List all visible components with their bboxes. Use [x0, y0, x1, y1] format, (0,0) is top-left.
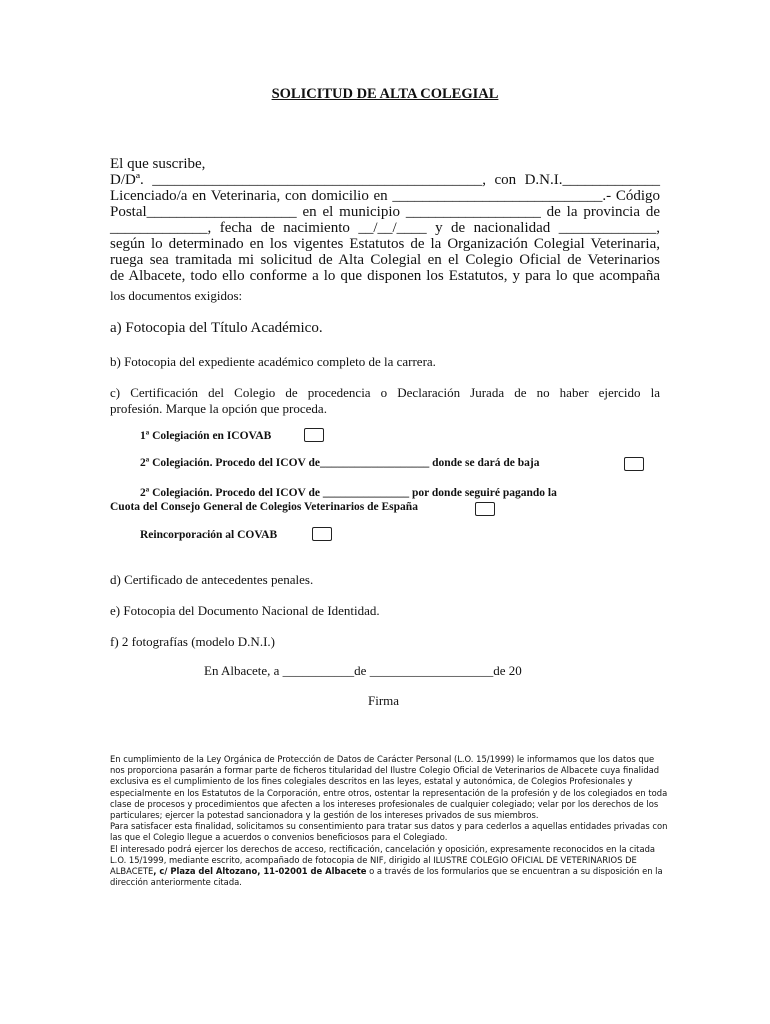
signature-label: Firma — [368, 693, 400, 708]
legal-paragraph — [110, 844, 670, 889]
doc-item-b: b) Fotocopia del expediente académico completo de la carrera. — [110, 354, 436, 369]
address-field-line: Licenciado/a en Veterinaria, con domicilio en ____________________________.- Código — [110, 188, 660, 204]
data-protection-notice — [110, 754, 670, 888]
intro-line: según lo determinado en los vigentes Estatutos de la Organización Colegial Veterinaria, — [110, 236, 660, 252]
intro-line: de Albacete, todo ello conforme a lo que disponen los Estatutos, y para lo que acompaña — [110, 268, 660, 284]
postal-field-line: Postal____________________ en el municipio __________________ de la provincia de — [110, 204, 660, 220]
option-second-colegiacion-cuota-continued: Cuota del Consejo General de Colegios Veterinarios de España — [110, 501, 418, 513]
legal-text: o a través de los formularios que se encuentran a su disposición en la dirección anteriormente citada. — [110, 866, 663, 888]
page-title: SOLICITUD DE ALTA COLEGIAL — [271, 86, 499, 102]
doc-item-c-continued: profesión. Marque la opción que proceda. — [110, 401, 327, 416]
option-reincorporacion: Reincorporación al COVAB — [140, 529, 278, 541]
doc-item-e: e) Fotocopia del Documento Nacional de Identidad. — [110, 603, 380, 618]
doc-item-c: c) Certificación del Colegio de procedencia o Declaración Jurada de no haber ejercido la — [110, 385, 660, 400]
option-reincorporacion-checkbox[interactable] — [312, 527, 332, 541]
doc-item-a: a) Fotocopia del Título Académico. — [110, 320, 323, 336]
intro-line: El que suscribe, — [110, 156, 206, 172]
doc-item-d: d) Certificado de antecedentes penales. — [110, 572, 314, 587]
option-second-colegiacion-baja-checkbox[interactable] — [624, 457, 644, 471]
option-first-colegiacion: 1ª Colegiación en ICOVAB — [140, 430, 272, 442]
option-first-colegiacion-checkbox[interactable] — [304, 428, 324, 442]
legal-address: , c/ Plaza del Altozano, 11-02001 de Albacete — [153, 866, 367, 877]
intro-line: ruega sea tramitada mi solicitud de Alta Colegial en el Colegio Oficial de Veterinarios — [110, 252, 660, 268]
birth-nationality-line: _____________, fecha de nacimiento __/__/____ y de nacionalidad _____________, — [110, 220, 660, 236]
legal-paragraph: En cumplimiento de la Ley Orgánica de Protección de Datos de Carácter Personal (L.O. 15/1999) le informamos que los datos que nos proporciona pasarán a formar parte de ficheros titularidad del Ilustre Colegio Oficial de Veterinarios de Albacete cuya finalidad exclusiva es el cumplimiento de los fines colegiales descritos en las leyes, estatal y autonómica, de Colegios Profesionales y especialmente en los Estatutos de la Corporación, entre otros, ostentar la representación de la profesión y de los colegiados en toda clase de procesos y procedimientos que afecten a los intereses profesionales de cualquier colegiado; velar por los derechos de los particulares; ejercer la potestad sancionadora y la gestión de los intereses privados de sus miembros. — [110, 754, 668, 821]
legal-text: El interesado podrá ejercer los derechos de acceso, rectificación, cancelación y oposición, expresamente reconocidos en la citada L.O. 15/1999, mediante escrito, acompañado de fotocopia de NIF, dirigido al ILUSTRE COLEGIO OFICIAL DE VETERINARIOS DE ALBACETE — [110, 843, 656, 877]
option-second-colegiacion-baja: 2ª Colegiación. Procedo del ICOV de___________________ donde se dará de baja — [140, 457, 540, 469]
doc-item-f: f) 2 fotografías (modelo D.N.I.) — [110, 634, 275, 649]
option-second-colegiacion-cuota: 2ª Colegiación. Procedo del ICOV de _______________ por donde seguiré pagando la — [140, 487, 557, 499]
legal-paragraph: Para satisfacer esta finalidad, solicitamos su consentimiento para tratar sus datos y para cederlos a aquellas entidades privadas con las que el Colegio llegue a acuerdos o convenios beneficiosos para el Colegiado. — [110, 821, 668, 843]
option-second-colegiacion-cuota-checkbox[interactable] — [475, 502, 495, 516]
intro-line: los documentos exigidos: — [110, 288, 243, 303]
name-field-line: D/Dª. ____________________________________________, con D.N.I._____________ — [110, 172, 660, 188]
place-date-line: En Albacete, a ___________de ___________________de 20 — [204, 663, 522, 678]
